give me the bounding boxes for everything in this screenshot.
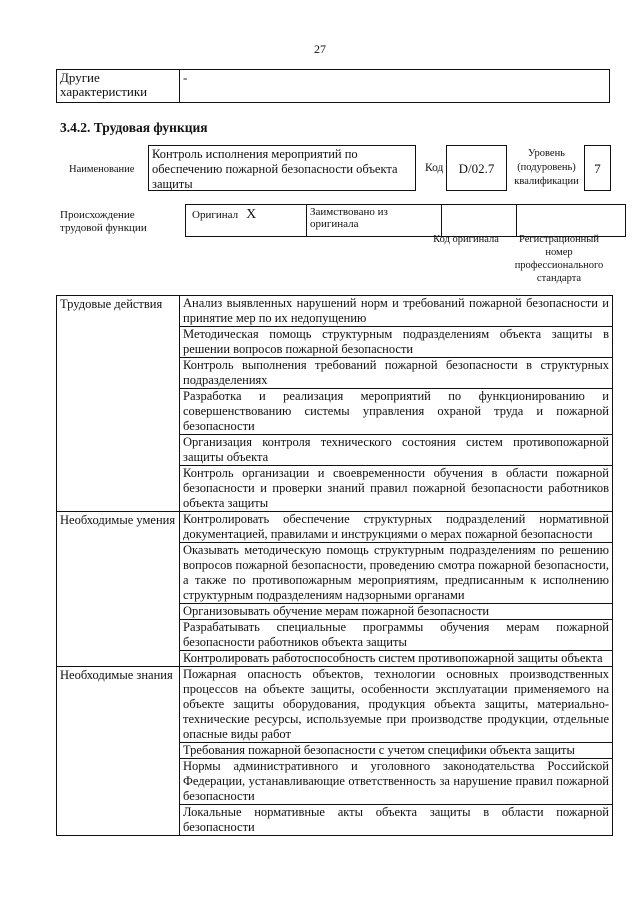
- function-code: D/02.7: [446, 145, 507, 191]
- other-characteristics-value: -: [180, 70, 610, 103]
- code-original-label: Код оригинала: [433, 234, 499, 245]
- labor-actions-label: Трудовые действия: [57, 296, 180, 512]
- skill-item: Организовывать обучение мерам пожарной безопасности: [180, 604, 613, 620]
- required-knowledge-label: Необходимые знания: [57, 667, 180, 836]
- other-characteristics-label: Другие характеристики: [57, 70, 180, 103]
- origin-label: Происхождение трудовой функции: [60, 209, 147, 234]
- original-label: Оригинал: [192, 209, 239, 221]
- code-label: Код: [425, 162, 444, 174]
- skill-item: Контролировать обеспечение структурных подразделений нормативной документацией, правилами и инструкциями о мерах пожарной безопасности: [180, 512, 613, 543]
- other-characteristics-table: [56, 69, 610, 103]
- function-name: Контроль исполнения мероприятий по обеспечению пожарной безопасности объекта защиты: [148, 145, 416, 191]
- skill-item: Оказывать методическую помощь структурным подразделениям по решению вопросов пожарной безопасности, проведению смотра пожарной безопасности, а также по противопожарным мероприятиям, предписанным к исполнению структурным подразделениям надзорными органами: [180, 543, 613, 604]
- knowledge-item: Пожарная опасность объектов, технологии основных производственных процессов на объекте защиты, особенности эксплуатации применяемого на объекте защиты оборудования, продукция объекта защиты, материально-технические ресурсы, используемые при производстве продукции, отдельные опасные виды работ: [180, 667, 613, 743]
- original-mark: X: [246, 207, 257, 222]
- labor-action-item: Контроль выполнения требований пожарной безопасности в структурных подразделениях: [180, 358, 613, 389]
- labor-action-item: Анализ выявленных нарушений норм и требований пожарной безопасности и принятие мер по их недопущению: [180, 296, 613, 327]
- page-number: 27: [314, 42, 326, 56]
- reg-number-label: Регистрационный номер профессионального стандарта: [514, 234, 604, 284]
- original-cell: [186, 205, 307, 237]
- knowledge-item: Нормы административного и уголовного законодательства Российской Федерации, устанавливающие ответственность за нарушение правил пожарной безопасности: [180, 759, 613, 805]
- section-heading: 3.4.2. Трудовая функция: [60, 120, 208, 135]
- knowledge-item: Требования пожарной безопасности с учетом специфики объекта защиты: [180, 743, 613, 759]
- labor-action-item: Методическая помощь структурным подразделениям объекта защиты в решении вопросов пожарной безопасности: [180, 327, 613, 358]
- labor-action-item: Контроль организации и своевременности обучения в области пожарной безопасности и проверки знаний правил пожарной безопасности работников объекта защиты: [180, 466, 613, 512]
- qualification-level: 7: [584, 145, 611, 191]
- required-skills-label: Необходимые умения: [57, 512, 180, 667]
- level-label: Уровень (подуровень) квалификации: [514, 148, 579, 187]
- labor-action-item: Разработка и реализация мероприятий по функционированию и совершенствованию системы управления охраной труда и пожарной безопасности: [180, 389, 613, 435]
- labor-action-item: Организация контроля технического состояния систем противопожарной защиты объекта: [180, 435, 613, 466]
- skill-item: Контролировать работоспособность систем противопожарной защиты объекта: [180, 651, 613, 667]
- skill-item: Разрабатывать специальные программы обучения мерам пожарной безопасности работников объекта защиты: [180, 620, 613, 651]
- function-details-table: [56, 295, 613, 836]
- name-label: Наименование: [69, 164, 135, 175]
- borrowed-label: Заимствовано из оригинала: [307, 205, 442, 237]
- reg-number-cell: [517, 205, 626, 237]
- code-original-cell: [442, 205, 517, 237]
- knowledge-item: Локальные нормативные акты объекта защиты в области пожарной безопасности: [180, 805, 613, 836]
